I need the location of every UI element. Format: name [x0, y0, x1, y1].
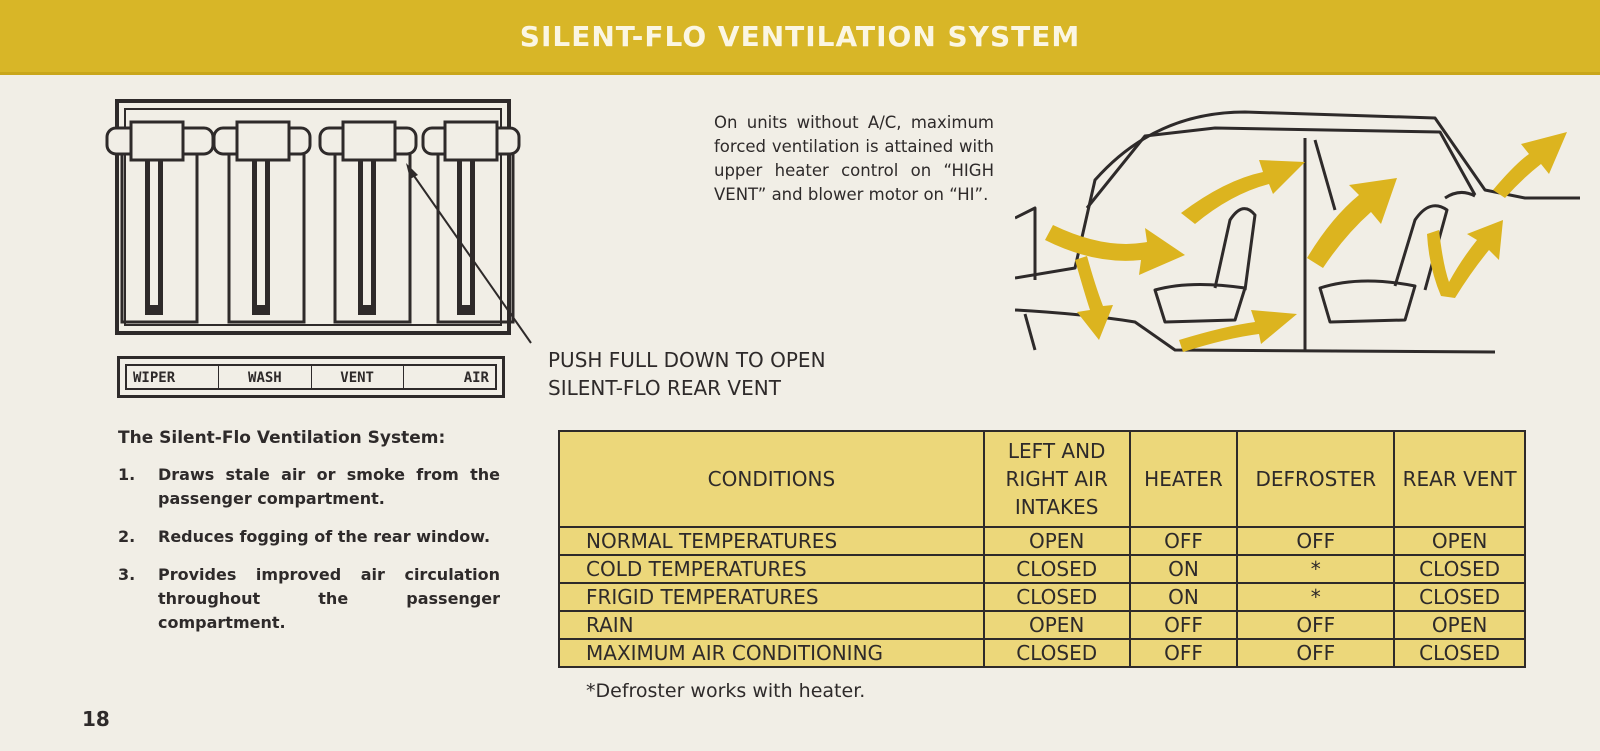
label-air: AIR [463, 370, 489, 386]
cell-heater: ON [1130, 555, 1238, 583]
slider-3 [320, 122, 416, 322]
label-wash: WASH [219, 366, 311, 388]
cell-rear-vent: OPEN [1394, 527, 1525, 555]
list-text: Reduces fogging of the rear window. [158, 527, 491, 546]
cell-heater: ON [1130, 583, 1238, 611]
ventilation-note: On units without A/C, maximum forced ventilation is attained with upper heater control on “HIGH VENT” and blower motor on “HI”. [714, 113, 994, 204]
header-air-intakes: LEFT AND RIGHT AIR INTAKES [984, 431, 1130, 527]
header-defroster: DEFROSTER [1237, 431, 1394, 527]
title-banner [0, 0, 1600, 75]
cell-air-intakes: CLOSED [984, 555, 1130, 583]
label-vent: VENT [312, 366, 404, 388]
pointer-caption-line-2: SILENT-FLO REAR VENT [548, 376, 781, 400]
table-footnote: *Defroster works with heater. [586, 680, 866, 702]
airflow-arrow [1181, 160, 1305, 224]
cell-condition: RAIN [559, 611, 984, 639]
cell-condition: COLD TEMPERATURES [559, 555, 984, 583]
page-number: 18 [82, 707, 110, 731]
cell-rear-vent: CLOSED [1394, 583, 1525, 611]
section-heading: The Silent-Flo Ventilation System: [118, 428, 446, 448]
airflow-arrow [1307, 178, 1397, 268]
cell-defroster: OFF [1237, 611, 1394, 639]
cell-condition: FRIGID TEMPERATURES [559, 583, 984, 611]
cell-condition: NORMAL TEMPERATURES [559, 527, 984, 555]
panel-label-strip [117, 356, 505, 398]
list-item [118, 525, 500, 549]
list-text: Draws stale air or smoke from the passenger compartment. [158, 465, 500, 508]
pointer-caption-line-1: PUSH FULL DOWN TO OPEN [548, 348, 826, 372]
cell-defroster: * [1237, 583, 1394, 611]
slider-4 [423, 122, 519, 322]
cell-rear-vent: OPEN [1394, 611, 1525, 639]
list-number: 2. [118, 527, 136, 546]
slider-2 [214, 122, 310, 322]
cell-rear-vent: CLOSED [1394, 639, 1525, 667]
list-item [118, 463, 500, 511]
header-conditions: CONDITIONS [559, 431, 984, 527]
control-panel-illustration [105, 95, 535, 345]
cell-air-intakes: CLOSED [984, 583, 1130, 611]
cell-condition: MAXIMUM AIR CONDITIONING [559, 639, 984, 667]
cell-defroster: OFF [1237, 639, 1394, 667]
airflow-arrow [1045, 225, 1185, 275]
list-item [118, 563, 500, 635]
table-row [559, 527, 1525, 555]
list-number: 3. [118, 565, 136, 584]
list-text: Provides improved air circulation throughout the passenger compartment. [158, 565, 500, 632]
cell-defroster: OFF [1237, 527, 1394, 555]
airflow-arrow [1075, 256, 1113, 340]
cell-defroster: * [1237, 555, 1394, 583]
cell-air-intakes: OPEN [984, 611, 1130, 639]
cell-air-intakes: CLOSED [984, 639, 1130, 667]
table-row [559, 555, 1525, 583]
page-title: SILENT-FLO VENTILATION SYSTEM [519, 20, 1081, 53]
list-number: 1. [118, 465, 136, 484]
cell-heater: OFF [1130, 639, 1238, 667]
label-wiper: WIPER [127, 366, 219, 388]
airflow-arrow [1493, 132, 1567, 198]
table-header-row [559, 431, 1525, 527]
slider-1 [107, 122, 213, 322]
cell-rear-vent: CLOSED [1394, 555, 1525, 583]
benefit-list [118, 463, 500, 649]
table-row [559, 639, 1525, 667]
cell-air-intakes: OPEN [984, 527, 1130, 555]
pointer-caption [548, 346, 826, 402]
ventilation-conditions-table [558, 430, 1526, 668]
cell-heater: OFF [1130, 527, 1238, 555]
header-heater: HEATER [1130, 431, 1238, 527]
car-airflow-illustration [1015, 100, 1580, 365]
table-row [559, 611, 1525, 639]
cell-heater: OFF [1130, 611, 1238, 639]
airflow-arrow [1179, 310, 1297, 352]
header-rear-vent: REAR VENT [1394, 431, 1525, 527]
airflow-arrow [1427, 220, 1503, 298]
table-row [559, 583, 1525, 611]
